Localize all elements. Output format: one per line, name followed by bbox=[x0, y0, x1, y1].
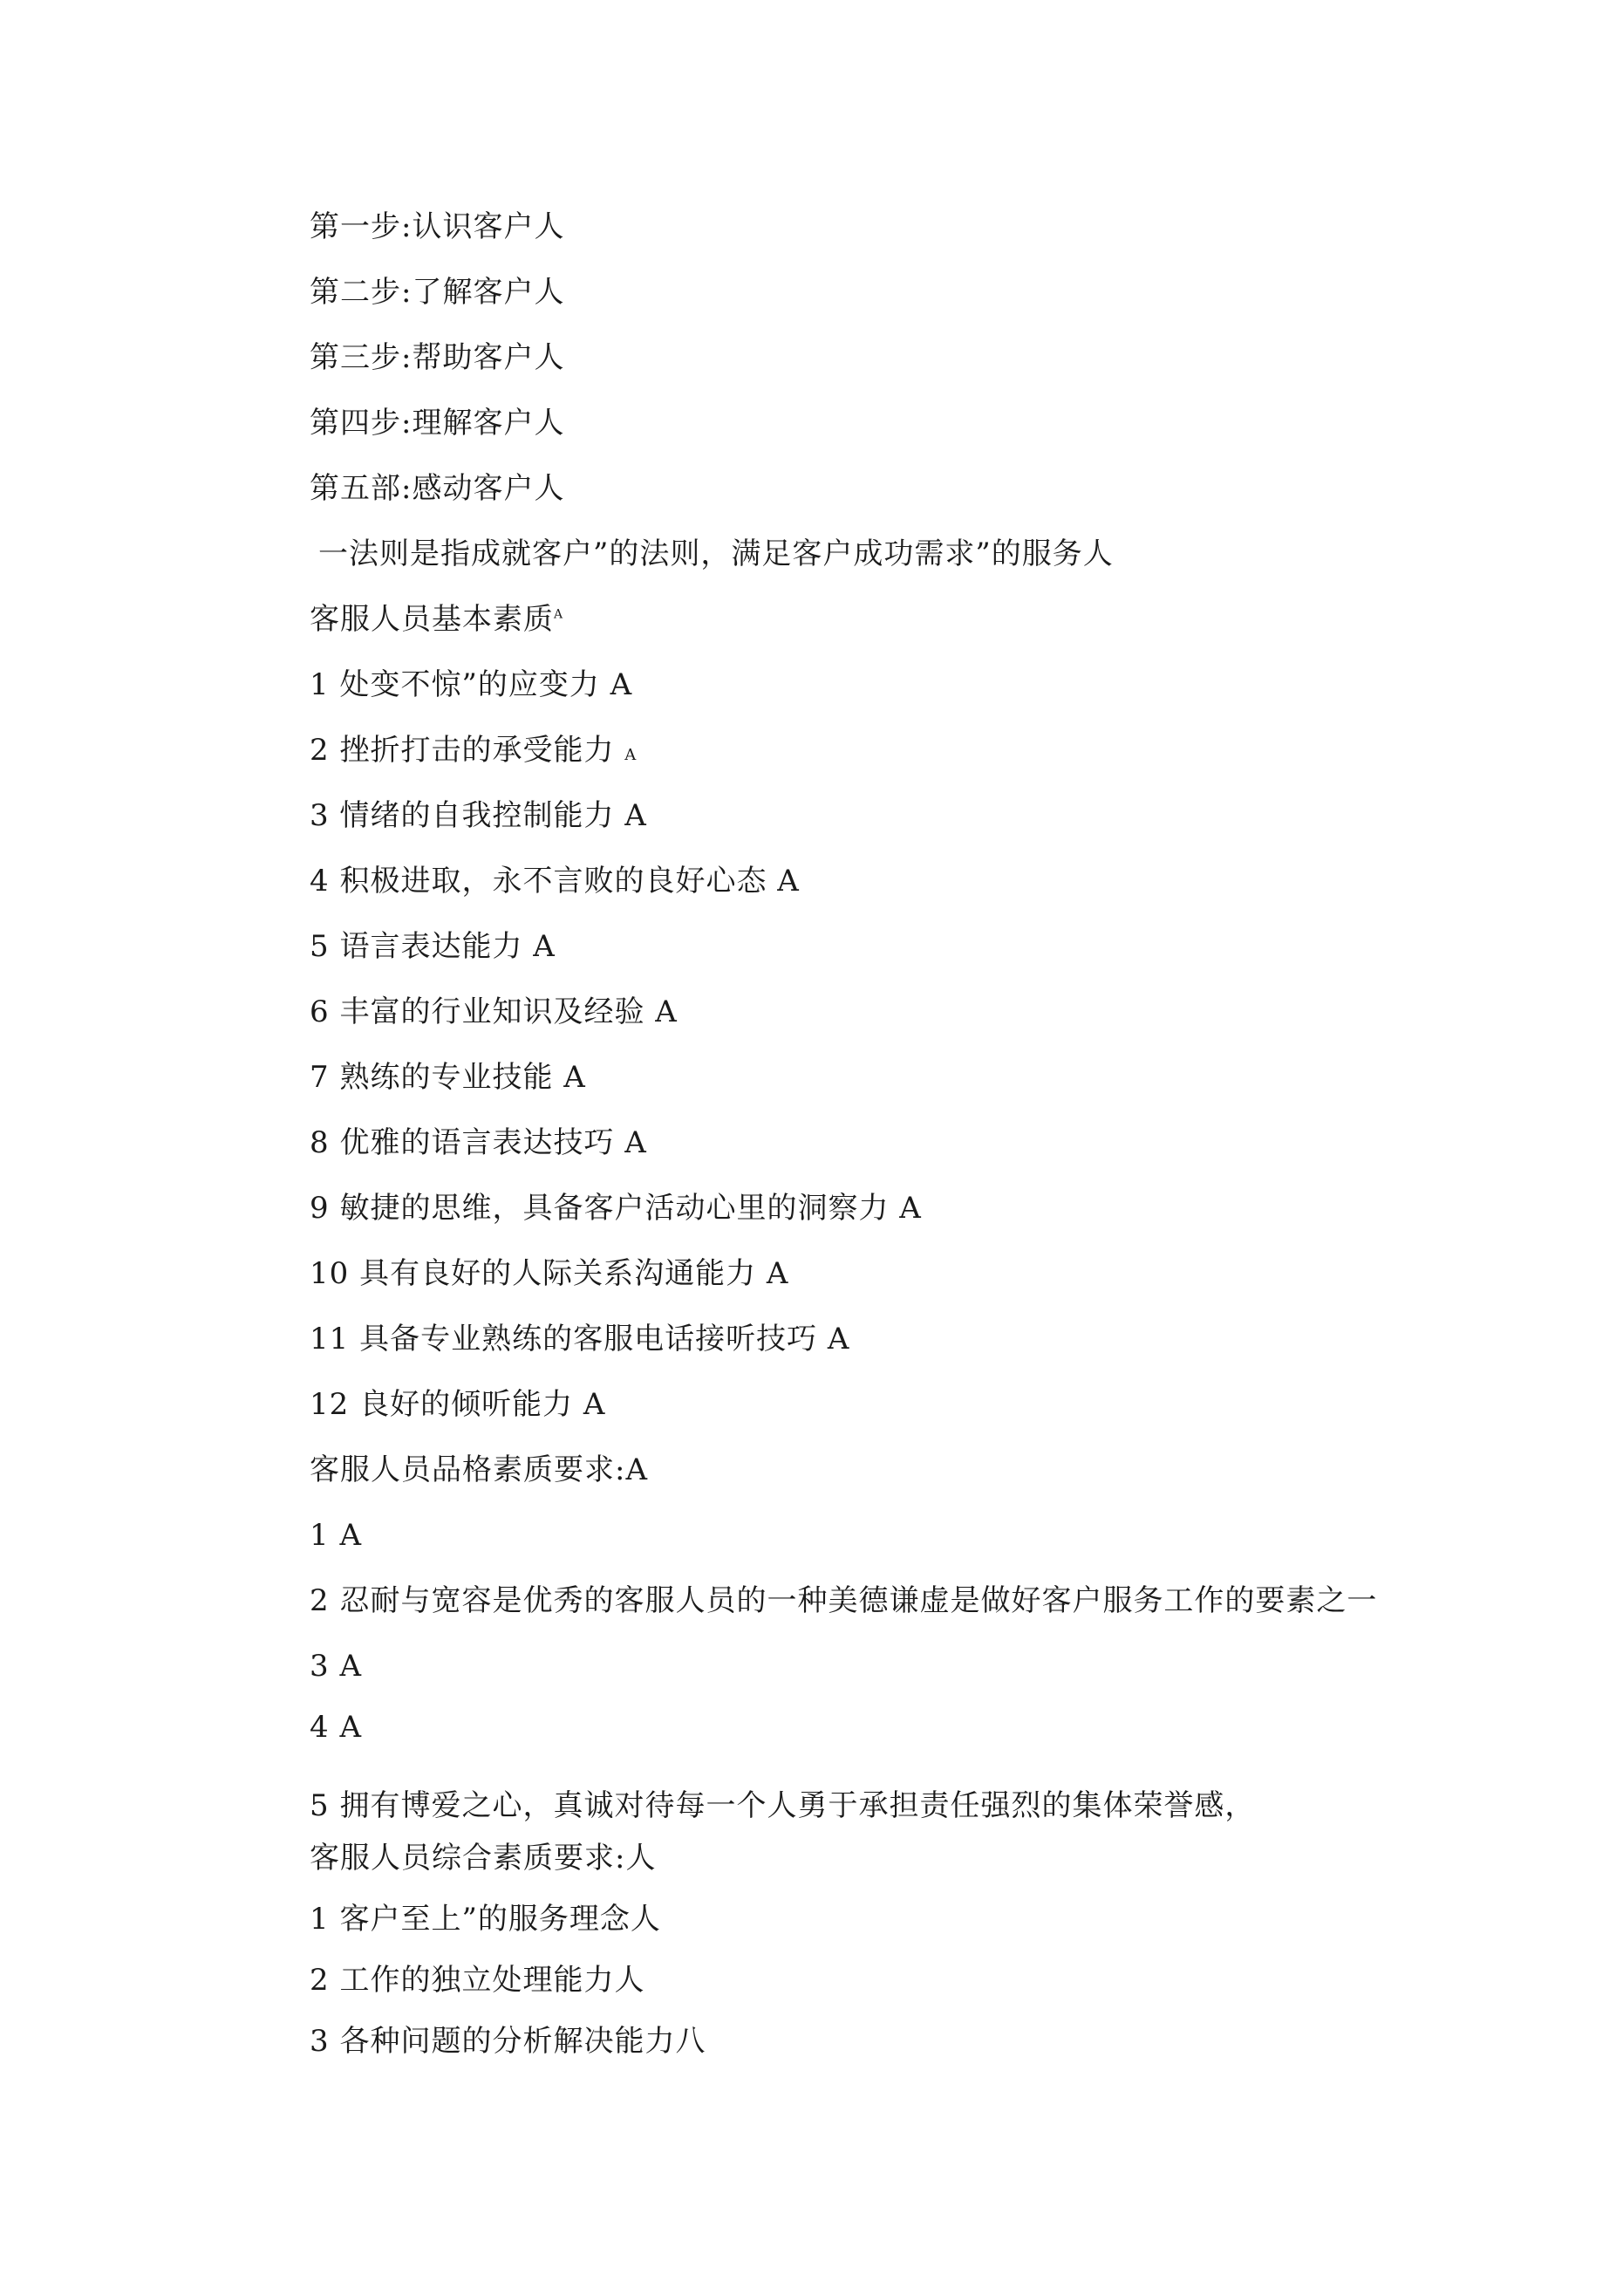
basic-quality-item-text: 2 挫折打击的承受能力 bbox=[310, 733, 615, 768]
basic-quality-heading bbox=[310, 602, 563, 637]
step-line-4: 第四步:理解客户人 bbox=[310, 406, 565, 441]
overall-quality-heading: 客服人员综合素质要求:人 bbox=[310, 1841, 657, 1876]
step-line-1: 第一步:认识客户人 bbox=[310, 209, 565, 244]
basic-quality-item: 11 具备专业熟练的客服电话接听技巧 A bbox=[310, 1322, 850, 1356]
basic-quality-item: 4 积极进取，永不言败的良好心态 A bbox=[310, 864, 800, 899]
basic-quality-item: 5 语言表达能力 A bbox=[310, 929, 556, 964]
overall-quality-item: 2 工作的独立处理能力人 bbox=[310, 1963, 645, 1998]
character-quality-item: 5 拥有博爱之心，真诚对待每一个人勇于承担责任强烈的集体荣誉感， bbox=[310, 1788, 1256, 1823]
basic-quality-item: 10 具有良好的人际关系沟通能力 A bbox=[310, 1256, 789, 1291]
character-quality-item: 4 A bbox=[310, 1710, 362, 1745]
basic-quality-item: 1 处变不惊”的应变力 A bbox=[310, 667, 633, 702]
basic-quality-heading-mark: A bbox=[554, 607, 564, 622]
rule-line: 一法则是指成就客户”的法则，满足客户成功需求”的服务人 bbox=[318, 536, 1114, 571]
basic-quality-item bbox=[310, 733, 637, 773]
basic-quality-item-mark: A bbox=[624, 746, 638, 764]
basic-quality-item: 3 情绪的自我控制能力 A bbox=[310, 798, 647, 833]
step-line-5: 第五部:感动客户人 bbox=[310, 471, 565, 506]
step-line-2: 第二步:了解客户人 bbox=[310, 275, 565, 310]
basic-quality-item: 6 丰富的行业知识及经验 A bbox=[310, 994, 678, 1029]
character-quality-item: 1 A bbox=[310, 1518, 362, 1553]
overall-quality-item: 1 客户至上”的服务理念人 bbox=[310, 1902, 661, 1937]
character-quality-heading: 客服人员品格素质要求:A bbox=[310, 1452, 649, 1487]
basic-quality-item: 9 敏捷的思维，具备客户活动心里的洞察力 A bbox=[310, 1191, 922, 1226]
basic-quality-item: 8 优雅的语言表达技巧 A bbox=[310, 1125, 647, 1160]
overall-quality-item: 3 各种问题的分析解决能力八 bbox=[310, 2024, 706, 2059]
basic-quality-item: 12 良好的倾听能力 A bbox=[310, 1387, 606, 1422]
character-quality-item: 2 忍耐与宽容是优秀的客服人员的一种美德谦虚是做好客户服务工作的要素之一 bbox=[310, 1583, 1378, 1618]
step-line-3: 第三步:帮助客户人 bbox=[310, 340, 565, 375]
basic-quality-heading-text: 客服人员基本素质 bbox=[310, 602, 554, 637]
basic-quality-item: 7 熟练的专业技能 A bbox=[310, 1060, 586, 1095]
character-quality-item: 3 A bbox=[310, 1649, 362, 1684]
